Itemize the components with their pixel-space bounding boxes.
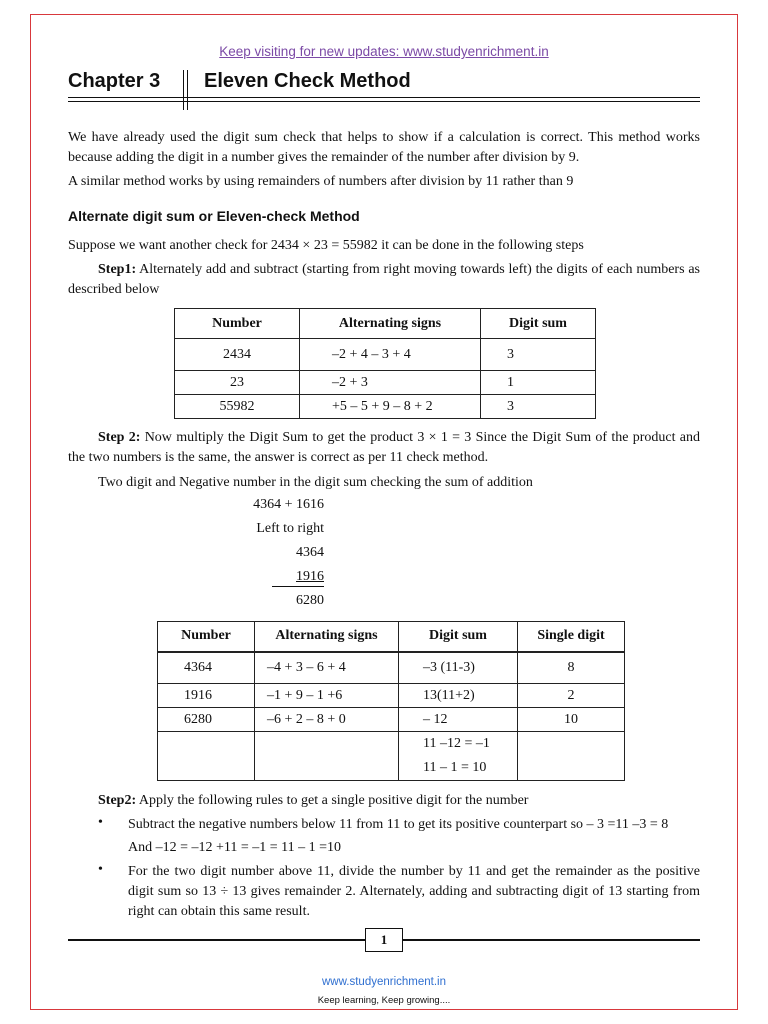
section-heading: Alternate digit sum or Eleven-check Method — [68, 208, 360, 224]
table-cell — [255, 732, 399, 781]
step2-paragraph — [68, 428, 700, 468]
suppose-paragraph: Suppose we want another check for 2434 × 23 = 55982 it can be done in the following steps — [68, 238, 584, 253]
table-row — [158, 708, 625, 732]
table-cell: –2 + 3 — [300, 371, 481, 395]
table-row — [175, 371, 596, 395]
calc-line: 4364 — [296, 545, 324, 560]
table-cell — [399, 732, 518, 781]
calc-line: 1916 — [296, 569, 324, 584]
table-row — [175, 339, 596, 371]
step1-label: Step1: — [98, 262, 137, 277]
table-cell: 3 — [481, 339, 596, 371]
calc-line: Left to right — [256, 521, 324, 536]
single-digit-table — [157, 621, 625, 781]
table-cell: 23 — [175, 371, 300, 395]
table-cell: 8 — [518, 652, 625, 684]
table-cell: 4364 — [158, 652, 255, 684]
table-header: Number — [175, 309, 300, 339]
rules-paragraph — [68, 791, 700, 811]
title-rule — [68, 97, 700, 98]
rules-label: Step2: — [98, 793, 137, 808]
table-cell: 55982 — [175, 395, 300, 419]
header-link[interactable]: Keep visiting for new updates: www.studyenrichment.in — [219, 44, 549, 59]
table-cell — [518, 732, 625, 781]
intro-paragraph: We have already used the digit sum check that helps to show if a calculation is correct. This method works because adding the digit in a number gives the remainder of the number after division by 9. — [68, 130, 700, 165]
table-row — [158, 684, 625, 708]
chapter-divider — [183, 70, 184, 110]
table-row — [158, 732, 625, 781]
table-cell: 10 — [518, 708, 625, 732]
footer-tagline: Keep learning, Keep growing.... — [317, 995, 451, 1006]
table-cell: –4 + 3 – 6 + 4 — [255, 652, 399, 684]
bullet-point: • — [98, 862, 103, 877]
table-header: Digit sum — [399, 622, 518, 652]
bullet-point: • — [98, 815, 103, 830]
table-header: Number — [158, 622, 255, 652]
bullet-text: For the two digit number above 11, divide the number by 11 and get the remainder as the positive digit sum so 13 ÷ 13 gives remainder 2. Alternately, adding and subtracting digit of 13 starting from right can obtain this same result. — [128, 864, 700, 919]
bullet-text: And –12 = –12 +11 = –1 = 11 – 1 =10 — [128, 840, 342, 855]
calc-line: 4364 + 1616 — [253, 497, 324, 512]
two-digit-paragraph: Two digit and Negative number in the digit sum checking the sum of addition — [98, 475, 533, 490]
chapter-divider — [187, 70, 188, 110]
calc-line: 6280 — [296, 593, 324, 608]
footer-link[interactable]: www.studyenrichment.in — [322, 976, 446, 988]
step1-text: Alternately add and subtract (starting from right moving towards left) the digits of each numbers as described below — [68, 262, 700, 297]
sum-underline — [272, 586, 324, 587]
table-row — [175, 395, 596, 419]
table-extra-line: 11 –12 = –1 — [423, 736, 490, 751]
table-cell: –1 + 9 – 1 +6 — [255, 684, 399, 708]
table-header: Alternating signs — [255, 622, 399, 652]
digit-sum-table — [174, 308, 596, 419]
table-cell: –3 (11-3) — [399, 652, 518, 684]
table-cell: – 12 — [399, 708, 518, 732]
table-cell — [158, 732, 255, 781]
table-cell: 2 — [518, 684, 625, 708]
chapter-title: Eleven Check Method — [204, 70, 411, 92]
table-cell: +5 – 5 + 9 – 8 + 2 — [300, 395, 481, 419]
table-header: Alternating signs — [300, 309, 481, 339]
step1-paragraph — [68, 260, 700, 300]
table-extra-line: 11 – 1 = 10 — [423, 760, 487, 775]
table-header: Digit sum — [481, 309, 596, 339]
title-rule — [68, 101, 700, 102]
chapter-number: Chapter 3 — [68, 70, 161, 92]
table-row — [158, 652, 625, 684]
intro-paragraph: A similar method works by using remainders of numbers after division by 11 rather than 9 — [68, 174, 574, 189]
table-cell: 1 — [481, 371, 596, 395]
bullet-text: Subtract the negative numbers below 11 from 11 to get its positive counterpart so – 3 =11 –3 = 8 — [128, 817, 669, 832]
table-cell: 2434 — [175, 339, 300, 371]
table-cell: 6280 — [158, 708, 255, 732]
table-cell: –2 + 4 – 3 + 4 — [300, 339, 481, 371]
table-cell: 1916 — [158, 684, 255, 708]
table-cell: 13(11+2) — [399, 684, 518, 708]
page-number: 1 — [365, 928, 403, 952]
step2-label: Step 2: — [98, 430, 141, 445]
table-cell: –6 + 2 – 8 + 0 — [255, 708, 399, 732]
table-header: Single digit — [518, 622, 625, 652]
step2-text: Now multiply the Digit Sum to get the product 3 × 1 = 3 Since the Digit Sum of the product and the two numbers is the same, the answer is correct as per 11 check method. — [68, 430, 700, 465]
rules-text: Apply the following rules to get a single positive digit for the number — [136, 793, 529, 808]
table-cell: 3 — [481, 395, 596, 419]
